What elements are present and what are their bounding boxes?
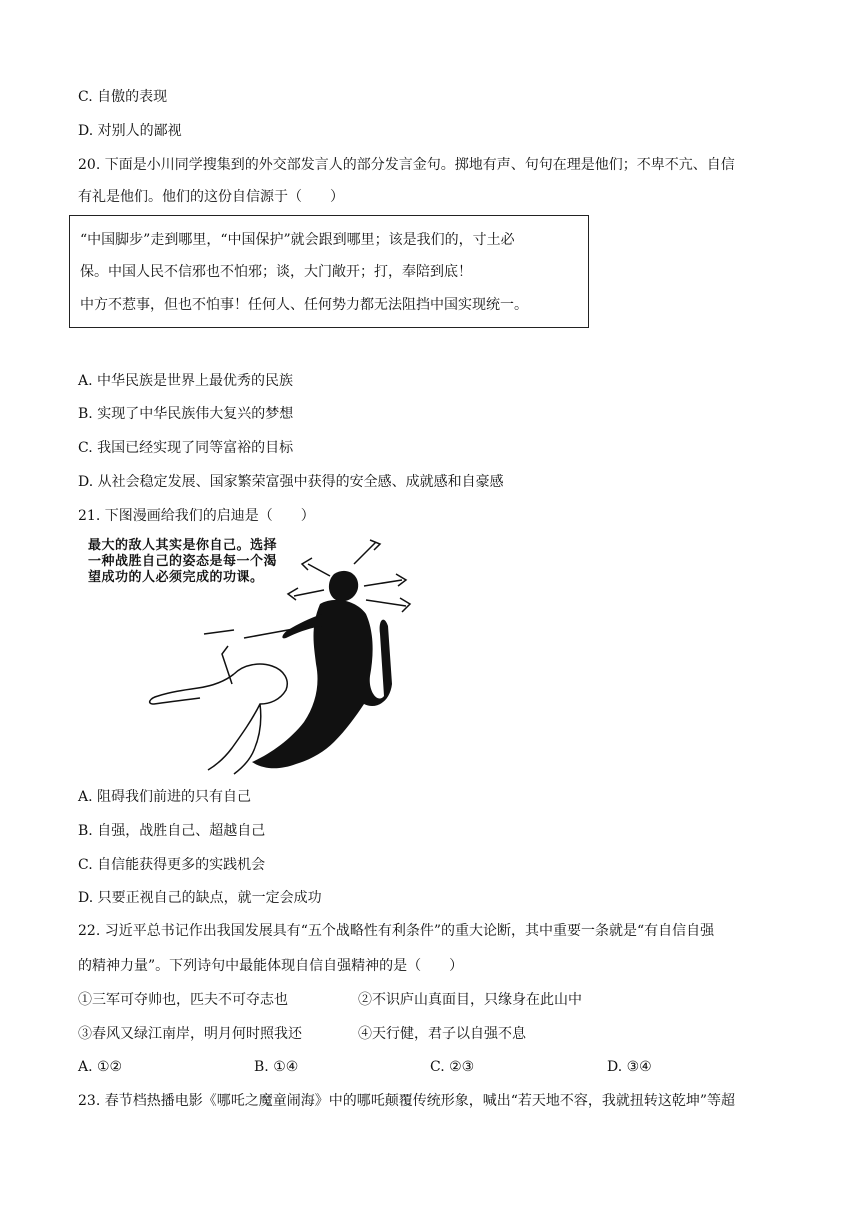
q22-option-c: C. ②③ — [430, 1059, 475, 1075]
q21-option-c: C. 自信能获得更多的实践机会 — [78, 857, 266, 873]
q22-stem-line2: 的精神力量”。下列诗句中最能体现自信自强精神的是（ ） — [78, 958, 464, 974]
q22-option-d: D. ③④ — [607, 1059, 652, 1075]
q21-option-d: D. 只要正视自己的缺点，就一定会成功 — [78, 890, 322, 906]
q22-option-b: B. ①④ — [254, 1059, 299, 1075]
q21-option-a: A. 阻碍我们前进的只有自己 — [78, 789, 252, 805]
quote-line2: 保。中国人民不信邪也不怕邪；谈，大门敞开；打，奉陪到底！ — [80, 264, 472, 280]
q20-option-b: B. 实现了中华民族伟大复兴的梦想 — [78, 406, 294, 422]
comic-figures — [84, 534, 420, 780]
q22-item3: ③春风又绿江南岸，明月何时照我还 — [78, 1026, 302, 1042]
quote-line3: 中方不惹事，但也不怕事！任何人、任何势力都无法阻挡中国实现统一。 — [80, 297, 528, 313]
q20-stem-line1: 20. 下面是小川同学搜集到的外交部发言人的部分发言金句。掷地有声、句句在理是他们；不卑不亢、自信 — [78, 157, 735, 173]
q20-option-d: D. 从社会稳定发展、国家繁荣富强中获得的安全感、成就感和自豪感 — [78, 474, 504, 490]
q22-option-a: A. ①② — [78, 1059, 123, 1075]
comic-caption: 最大的敌人其实是你自己。选择一种战胜自己的姿态是每一个渴望成功的人必须完成的功课。 — [88, 538, 278, 585]
q22-item4: ④天行健，君子以自强不息 — [358, 1026, 526, 1042]
q22-item1: ①三军可夺帅也，匹夫不可夺志也 — [78, 992, 288, 1008]
q20-stem-line2: 有礼是他们。他们的这份自信源于（ ） — [78, 189, 344, 205]
q21-stem: 21. 下图漫画给我们的启迪是（ ） — [78, 508, 315, 524]
comic-illustration — [84, 534, 420, 780]
q20-option-c: C. 我国已经实现了同等富裕的目标 — [78, 440, 294, 456]
q20-option-a: A. 中华民族是世界上最优秀的民族 — [78, 373, 294, 389]
q22-item2: ②不识庐山真面目，只缘身在此山中 — [358, 992, 582, 1008]
quote-line1: “中国脚步”走到哪里，“中国保护”就会跟到哪里；该是我们的，寸土必 — [80, 232, 515, 248]
q21-option-b: B. 自强，战胜自己、超越自己 — [78, 823, 266, 839]
prev-option-c: C. 自傲的表现 — [78, 89, 168, 105]
prev-option-d: D. 对别人的鄙视 — [78, 123, 182, 139]
q22-stem-line1: 22. 习近平总书记作出我国发展具有“五个战略性有利条件”的重大论断，其中重要一条就是“有自信自强 — [78, 923, 715, 939]
q23-stem-line1: 23. 春节档热播电影《哪吒之魔童闹海》中的哪吒颠覆传统形象，喊出“若天地不容，我就扭转这乾坤”等超 — [78, 1093, 736, 1109]
quote-box — [69, 215, 589, 328]
